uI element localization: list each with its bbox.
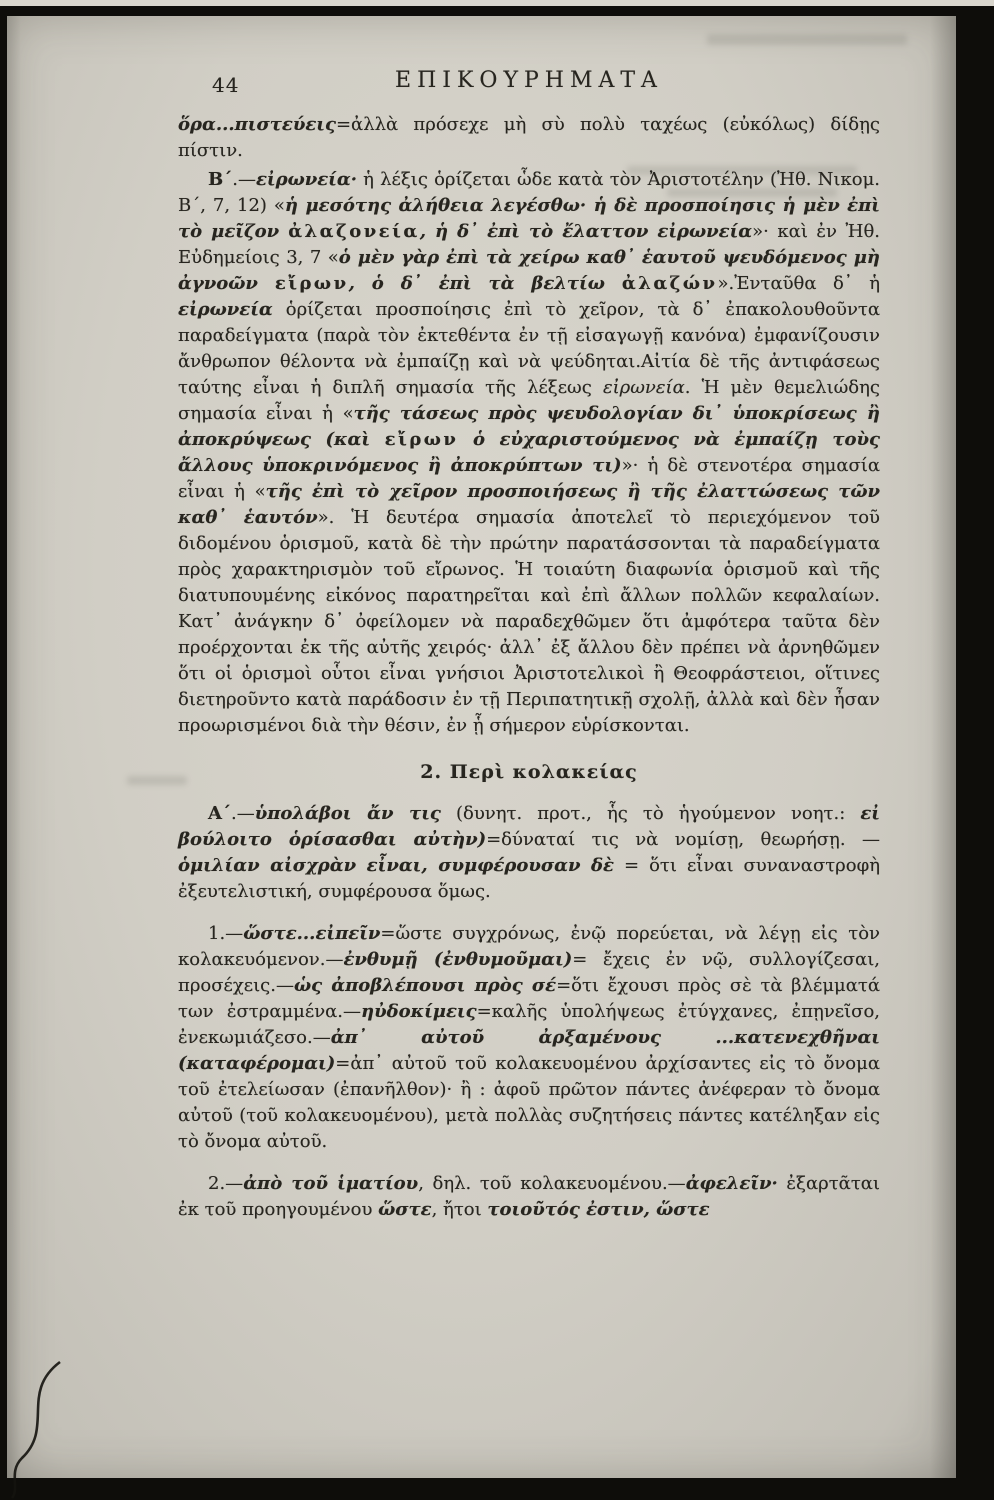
section-2-heading: 2. Περὶ κολακείας [420, 761, 638, 783]
page-number: 44 [212, 73, 240, 97]
paragraph-section-a-hypolaboi: Α΄.—ὑπολάβοι ἄν τις (δυνητ. προτ., ἧς τὸ ἡγούμενον νοητ.: εἰ βούλοιτο ὁρίσασθαι αὐτὴν)=δύναταί τις νὰ νομίσῃ, θεωρήσῃ. — ὁμιλίαν αἰσχρὰν εἶναι, συμφέρουσαν δὲ = ὅτι εἶναι συναναστροφὴ ἐξευτελιστική, συμφέρουσα ὅμως. [178, 803, 880, 902]
text-column [178, 68, 880, 1226]
running-header-title: ΕΠΙΚΟΥΡΗΜΑΤΑ [395, 68, 663, 93]
scan-fiber-artifact [2, 1358, 72, 1500]
scan-top-edge [0, 0, 994, 6]
paper-page [7, 16, 956, 1478]
paragraph-section-b-eironeia: Β΄.—εἰρωνεία· ἡ λέξις ὁρίζεται ὧδε κατὰ τὸν Ἀριστοτέλην (Ἠθ. Νικομ. Β΄, 7, 12) «ἡ μεσότης ἀλήθεια λεγέσθω· ἡ δὲ προσποίησις ἡ μὲν ἐπὶ τὸ μεῖζον ἀλαζονεία, ἡ δ᾽ ἐπὶ τὸ ἔλαττον εἰρωνεία»· καὶ ἐν Ἠθ. Εὐδημείοις 3, 7 «ὁ μὲν γὰρ ἐπὶ τὰ χείρω καθ᾽ ἑαυτοῦ ψευδόμενος μὴ ἀγνοῶν εἴρων, ὁ δ᾽ ἐπὶ τὰ βελτίω ἀλαζών».Ἐνταῦθα δ᾽ ἡ εἰρωνεία ὁρίζεται προσποίησις ἐπὶ τὸ χεῖρον, τὰ δ᾽ ἐπακολουθοῦντα παραδείγματα (παρὰ τὸν ἐκτεθέντα ἐν τῇ εἰσαγωγῇ κανόνα) ἐμφανίζουσιν ἄνθρωπον θέλοντα νὰ ἐμπαίζῃ καὶ νὰ ψεύδηται.Αἰτία δὲ τῆς ἀντιφάσεως ταύτης εἶναι ἡ διπλῆ σημασία τῆς λέξεως εἰρωνεία. Ἡ μὲν θεμελιώδης σημασία εἶναι ἡ «τῆς τάσεως πρὸς ψευδολογίαν δι᾽ ὑποκρίσεως ἢ ἀποκρύψεως (καὶ εἴρων ὁ εὐχαριστούμενος νὰ ἐμπαίζῃ τοὺς ἄλλους ὑποκρινόμενος ἢ ἀποκρύπτων τι)»· ἡ δὲ στενοτέρα σημασία εἶναι ἡ «τῆς ἐπὶ τὸ χεῖρον προσποιήσεως ἢ τῆς ἐλαττώσεως τῶν καθ᾽ ἑαυτόν». Ἡ δευτέρα σημασία ἀποτελεῖ τὸ περιεχόμενον τοῦ διδομένου ὁρισμοῦ, κατὰ δὲ τὴν πρώτην παρατάσσονται τὰ παραδείγματα πρὸς χαρακτηρισμὸν τοῦ εἴρωνος. Ἡ τοιαύτη διαφωνία ὁρισμοῦ καὶ τῆς διατυπουμένης εἰκόνος παρατηρεῖται καὶ ἐπὶ ἄλλων πολλῶν κεφαλαίων. Κατ᾽ ἀνάγκην δ᾽ ὀφείλομεν νὰ παραδεχθῶμεν ὅτι ἀμφότερα ταῦτα δὲν προέρχονται ἐκ τῆς αὐτῆς χειρός· ἀλλ᾽ ἐξ ἄλλου δὲν πρέπει νὰ ἀρνηθῶμεν ὅτι οἱ ὁρισμοὶ οὗτοι εἶναι γνήσιοι Ἀριστοτελικοὶ ἢ Θεοφράστειοι, οἵτινες διετηροῦντο κατὰ παράδοσιν ἐν τῇ Περιπατητικῇ σχολῇ, ἀλλὰ καὶ δὲν ἦσαν προωρισμένοι διὰ τὴν θέσιν, ἐν ᾗ σήμερον εὑρίσκονται. [178, 169, 881, 736]
bleed-through-ghost [707, 34, 907, 45]
paragraph-note-2: 2.—ἀπὸ τοῦ ἱματίου, δηλ. τοῦ κολακευομένου.—ἀφελεῖν· ἐξαρτᾶται ἐκ τοῦ προηγουμένου ὥστε, ἤτοι τοιοῦτός ἐστιν, ὥστε [178, 1173, 880, 1220]
paragraph-note-1: 1.—ὥστε...εἰπεῖν=ὥστε συγχρόνως, ἐνῷ πορεύεται, νὰ λέγῃ εἰς τὸν κολακευόμενον.—ἐνθυμῇ (ἐνθυμοῦμαι)= ἔχεις ἐν νῷ, συλλογίζεσαι, προσέχεις.—ὡς ἀποβλέπουσι πρὸς σέ=ὅτι ἔχουσι πρὸς σὲ τὰ βλέμματά των ἐστραμμένα.—ηὐδοκίμεις=καλῆς ὑπολήψεως ἐτύγχανες, ἐπῃνεῖσο, ἐνεκωμιάζεσο.—ἀπ᾽ αὐτοῦ ἀρξαμένους ...κατενεχθῆναι (καταφέρομαι)=ἀπ᾽ αὐτοῦ τοῦ κολακευομένου ἀρχίσαντες εἰς τὸ ὄνομα τοῦ ἐτελείωσαν (ἐπανῆλθον)· ἢ : ἀφοῦ πρῶτον πάντες ἀνέφεραν τὸ ὄνομα αὐτοῦ (τοῦ κολακευομένου), μετὰ πολλὰς συζητήσεις πάντες κατέληξαν εἰς τὸ ὄνομα αὐτοῦ. [178, 923, 880, 1152]
running-header [178, 68, 880, 112]
paragraph-gloss-hora-pisteueis: ὅρα...πιστεύεις=ἀλλὰ πρόσεχε μὴ σὺ πολὺ ταχέως (εὐκόλως) δίδῃς πίστιν. [178, 114, 880, 161]
